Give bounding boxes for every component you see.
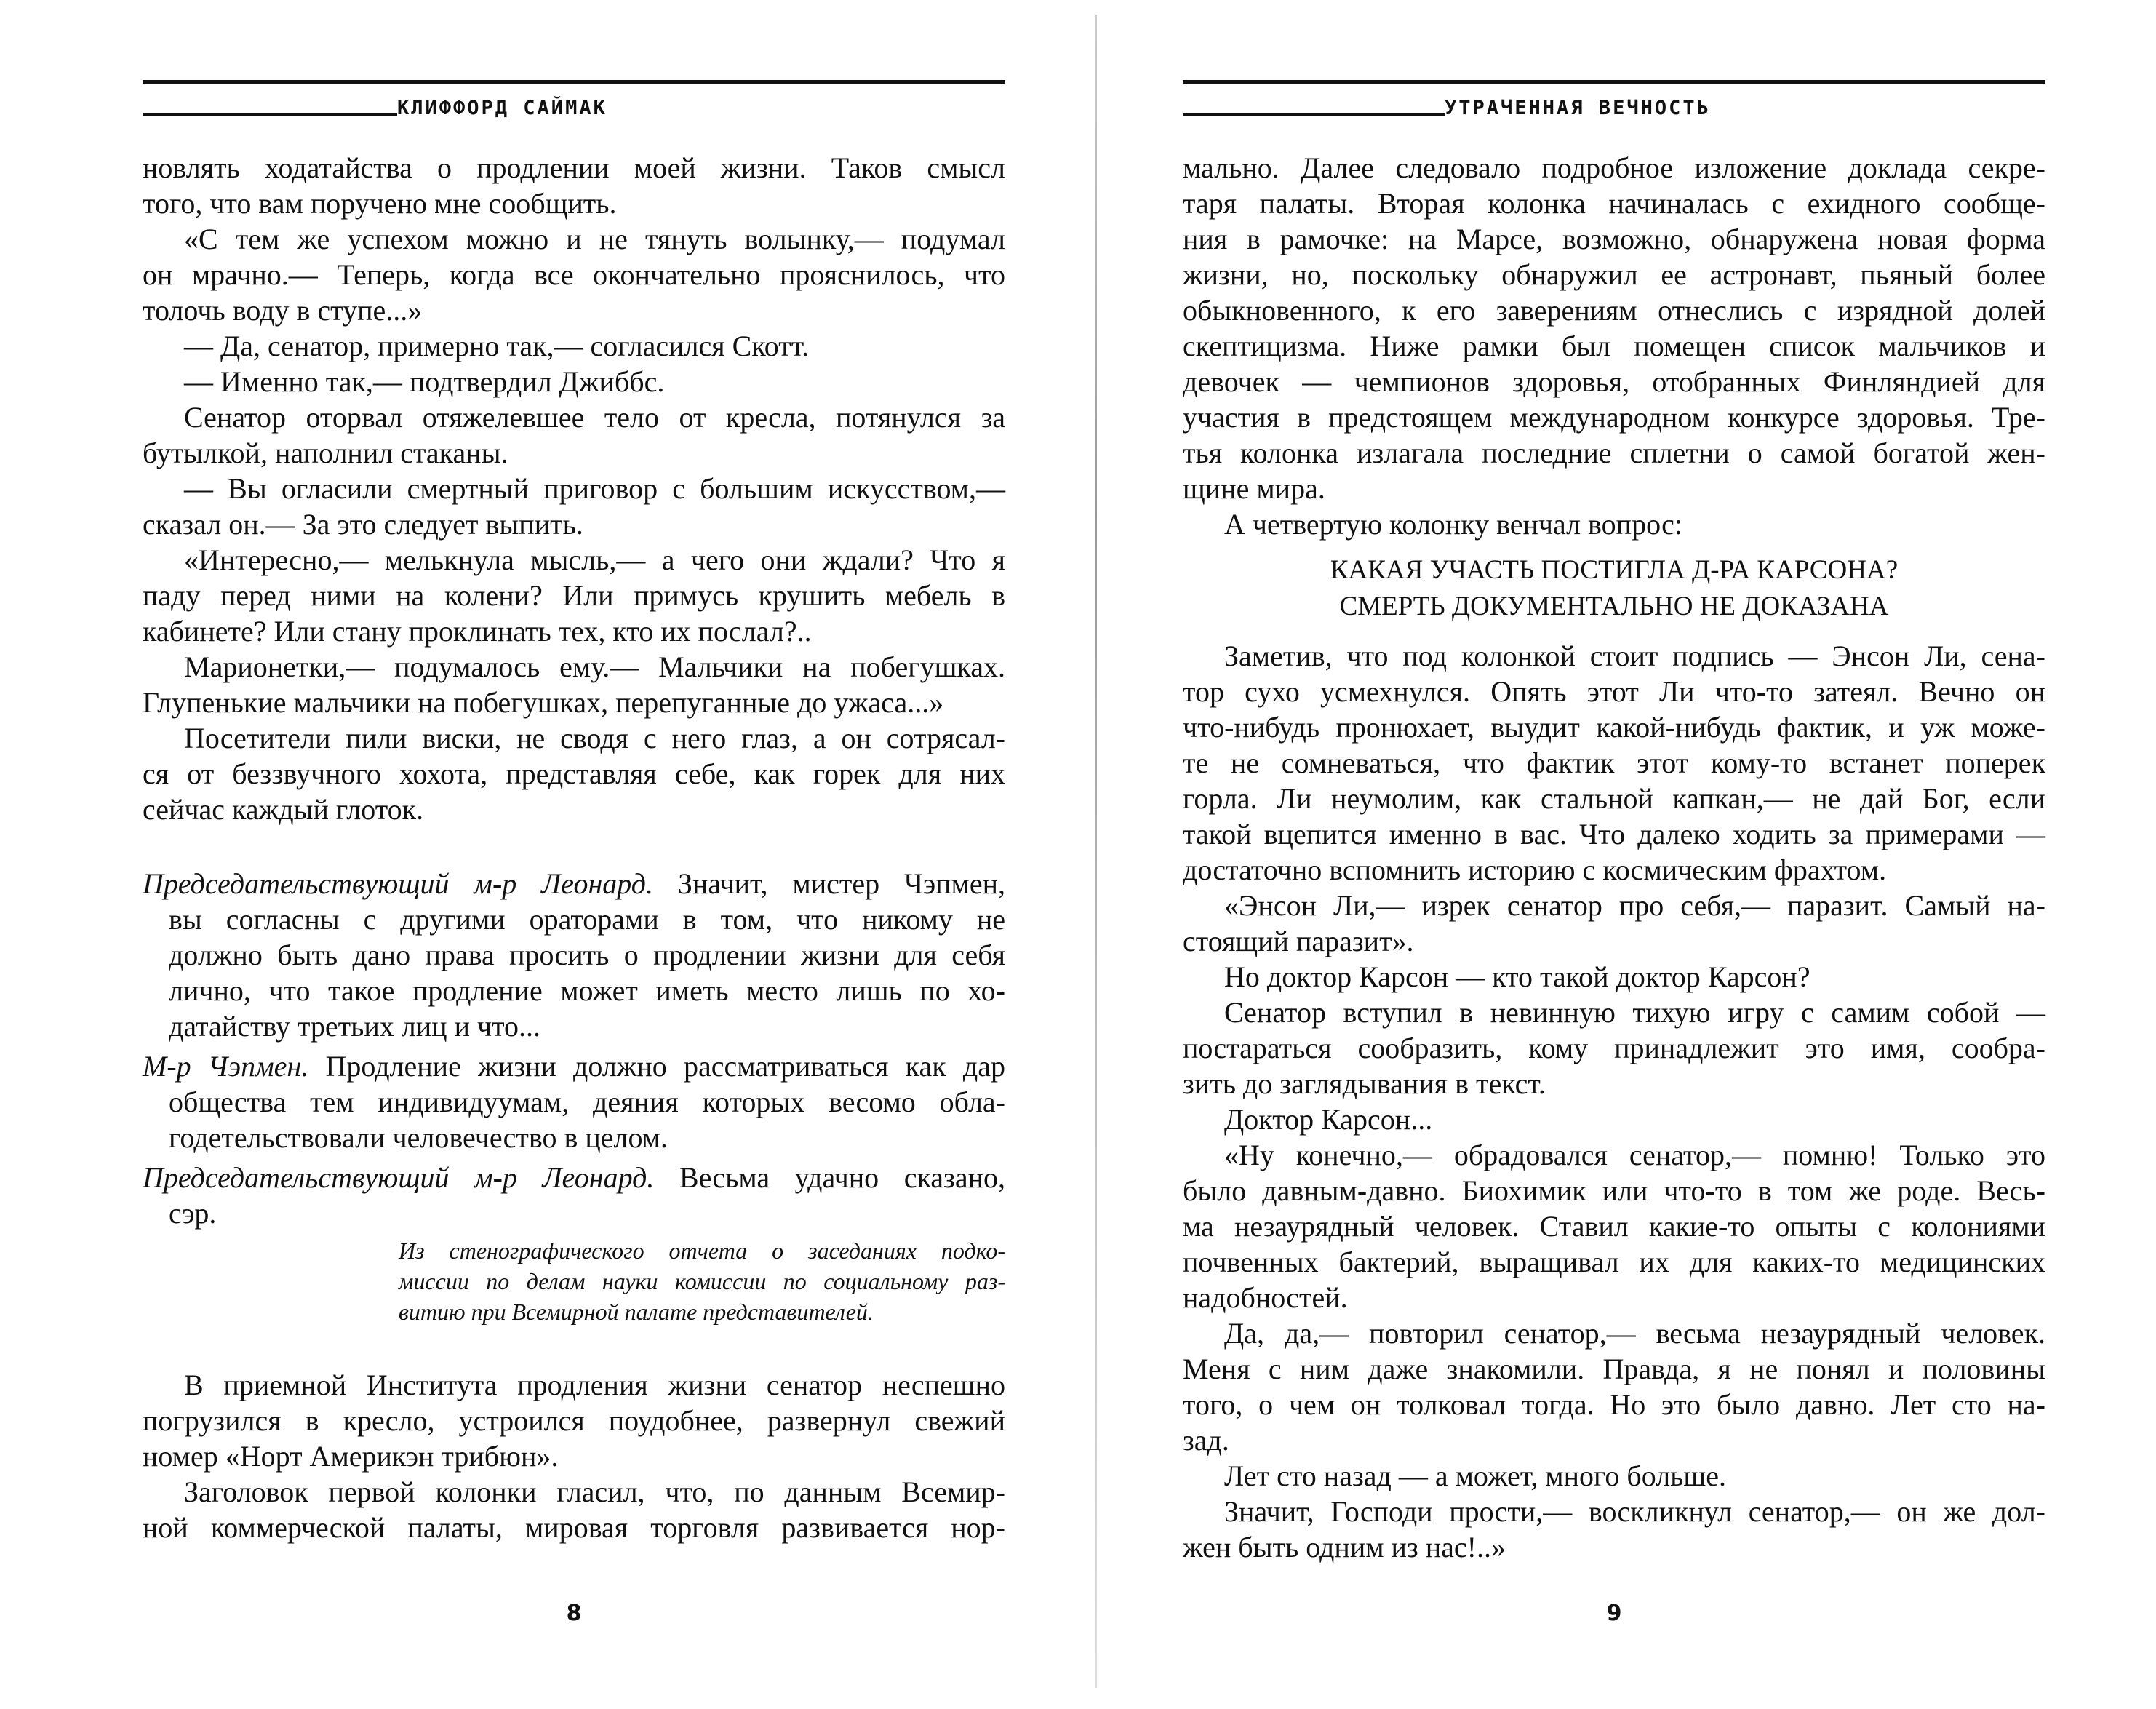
line-text: Значит, мистер Чэпмен, [677,867,1006,900]
text-line: бутылкой, наполнил стаканы. [143,437,508,469]
page-number: 9 [1606,1601,1622,1626]
paragraph [1183,150,2045,506]
text-line: тья колонка излагала последние сплетни о самой богатой жен- [1183,437,2045,469]
text-line: постараться сообразить, кому принадлежит это имя, сообра- [1183,1032,2045,1064]
transcript-line [143,901,1005,937]
text-line: Посетители пили виски, не сводя с него глаз, а он сотрясал- [184,722,1005,754]
text-line: Лет сто назад — а может, много больше. [1224,1459,1726,1492]
speaker-name: М-р Чэпмен. [143,1050,309,1083]
text-line: ния в рамочке: на Марсе, возможно, обнаружена новая форма [1183,223,2045,255]
transcript-entry [143,1048,1005,1155]
text-line: девочек — чемпионов здоровья, отобранных Финляндией для [1183,365,2045,398]
line-text: Продление жизни должно рассматриваться как дар [325,1050,1006,1083]
line-text: должно быть дано права просить о продлении жизни для себя [169,939,1005,971]
text-line: достаточно вспомнить историю с космическим фрахтом. [1183,853,1887,886]
text-line: почвенных бактерий, выращивал их для каких-то медицинских [1183,1246,2045,1278]
paragraph [143,399,1005,471]
paragraph [1183,638,2045,888]
transcript-entry [143,1160,1005,1231]
text-line: Глупенькие мальчики на побегушках, перепуганные до ужаса...» [143,686,944,719]
line-text: лично, что такое продление может иметь место лишь по хо- [169,974,1005,1007]
text-line: ной коммерческой палаты, мировая торговля развивается нор- [143,1511,1005,1544]
text-line: кабинете? Или стану проклинать тех, кто их послал?.. [143,615,812,648]
text-line: Сенатор вступил в невинную тихую игру с самим собой — [1224,996,2045,1029]
paragraph [1183,888,2045,959]
text-line: Меня с ним даже знакомили. Правда, я не понял и половины [1183,1353,2045,1385]
running-header [143,90,1005,119]
text-line: сказал он.— За это следует выпить. [143,508,583,541]
text-line: скептицизма. Ниже рамки был помещен список мальчиков и [1183,330,2045,362]
line-text: Весьма удачно сказано, [679,1161,1005,1194]
text-line: стоящий паразит». [1183,925,1414,957]
transcript-entry [143,866,1005,1044]
citation-line: миссии по делам науки комиссии по социальному раз- [399,1268,1005,1294]
text-line: — Именно так,— подтвердил Джиббс. [184,365,665,398]
speaker-name: Председательствующий м-р Леонард. [143,867,654,900]
text-line: обыкновенного, к его заверениям отнеслись с изрядной долей [1183,294,2045,327]
line-text: общества тем индивидуумам, деяния которых весомо обла- [169,1085,1005,1118]
text-line: Сенатор оторвал отяжелевшее тело от кресла, потянулся за [184,401,1005,434]
text-line: номер «Норт Америкэн трибюн». [143,1440,559,1473]
text-line: мально. Далее следовало подробное изложение доклада секре- [1183,151,2045,184]
paragraph [143,1474,1005,1545]
paragraph [143,150,1005,221]
text-line: Значит, Господи прости,— воскликнул сенатор,— он же дол- [1224,1495,2045,1528]
paragraph [143,649,1005,720]
page-body [1183,150,2045,1565]
paragraph [1183,1494,2045,1565]
header-rule [143,80,1005,84]
text-line: надобностей. [1183,1281,1348,1314]
section-gap [143,827,1005,866]
paragraph [143,1367,1005,1474]
text-line: зад. [1183,1424,1229,1457]
page-number: 8 [566,1601,582,1626]
text-line: участия в предстоящем международном конкурсе здоровья. Тре- [1183,401,2045,434]
paragraph [1183,506,2045,542]
paragraph [143,471,1005,542]
citation-line: Из стенографического отчета о заседаниях подко- [399,1238,1005,1264]
speaker-name: Председательствующий м-р Леонард. [143,1161,655,1194]
paragraph [1183,1102,2045,1137]
text-line: что-нибудь пронюхает, выудит какой-нибудь фактик, и уж може- [1183,711,2045,744]
text-line: ма незаурядный человек. Ставил какие-то опыты с колониями [1183,1210,2045,1243]
header-author: КЛИФФОРД САЙМАК [397,97,607,119]
text-line: А четвертую колонку венчал вопрос: [1224,508,1682,541]
header-lead-line [1183,113,1445,116]
paragraph [1183,1458,2045,1494]
transcript-line [143,866,1005,901]
text-line: было давным-давно. Биохимик или что-то в том же роде. Весь- [1183,1174,2045,1207]
transcript-line [143,1195,1005,1231]
text-line: он мрачно.— Теперь, когда все окончательно прояснилось, что [143,258,1005,291]
book-gutter [1095,15,1097,1688]
text-line: — Да, сенатор, примерно так,— согласился Скотт. [184,330,810,362]
transcript-line [143,1048,1005,1084]
text-line: Да, да,— повторил сенатор,— весьма незаурядный человек. [1224,1317,2045,1350]
text-line: жен быть одним из нас!..» [1183,1531,1506,1563]
text-line: Марионетки,— подумалось ему.— Мальчики на побегушках. [184,650,1005,683]
header-rule [1183,80,2045,84]
text-line: Но доктор Карсон — кто такой доктор Карсон? [1224,960,1810,993]
transcript-line [143,1120,1005,1155]
text-line: зить до заглядывания в текст. [1183,1067,1546,1100]
text-line: новлять ходатайства о продлении моей жизни. Таков смысл [143,151,1005,184]
text-line: щине мира. [1183,472,1325,505]
text-line: «Энсон Ли,— изрек сенатор про себя,— паразит. Самый на- [1224,889,2045,922]
paragraph [1183,959,2045,995]
left-page [143,0,1005,1709]
header-book-title: УТРАЧЕННАЯ ВЕЧНОСТЬ [1445,97,1711,119]
paragraph [143,542,1005,649]
source-citation [399,1235,1005,1327]
text-line: ся от беззвучного хохота, представляя себе, как горек для них [143,757,1005,790]
paragraph [1183,1315,2045,1458]
text-line: — Вы огласили смертный приговор с большим искусством,— [184,472,1005,505]
transcript-line [143,973,1005,1008]
text-line: того, что вам поручено мне сообщить. [143,187,617,220]
page-body [143,150,1005,1545]
text-line: паду перед ними на колени? Или примусь крушить мебель в [143,579,1005,612]
right-page [1183,0,2045,1709]
paragraph [1183,1137,2045,1315]
text-line: жизни, но, поскольку обнаружил ее астронавт, пьяный более [1183,258,2045,291]
line-text: вы согласны с другими ораторами в том, что никому не [169,903,1005,936]
text-line: толочь воду в ступе...» [143,294,423,327]
paragraph [143,720,1005,827]
headline-line: КАКАЯ УЧАСТЬ ПОСТИГЛА Д-РА КАРСОНА? [1330,555,1899,585]
text-line: «Интересно,— мелькнула мысль,— а чего они ждали? Что я [184,543,1005,576]
citation-line: витию при Всемирной палате представителей. [399,1299,874,1325]
text-line: того, о чем он толковал тогда. Но это было давно. Лет сто на- [1183,1388,2045,1421]
text-line: «С тем же успехом можно и не тянуть волынку,— подумал [184,223,1005,255]
text-line: тор сухо усмехнулся. Опять этот Ли что-то затеял. Вечно он [1183,675,2045,708]
text-line: Доктор Карсон... [1224,1103,1433,1136]
line-text: сэр. [169,1197,217,1230]
transcript-line [143,1084,1005,1120]
transcript-line [143,1008,1005,1044]
text-line: горла. Ли неумолим, как стальной капкан,— не дай Бог, если [1183,782,2045,815]
text-line: Заголовок первой колонки гласил, что, по данным Всемир- [184,1475,1005,1508]
paragraph [1183,995,2045,1102]
text-line: те не сомневаться, что фактик этот кому-то встанет поперек [1183,746,2045,779]
paragraph [143,364,1005,399]
text-line: погрузился в кресло, устроился поудобнее, развернул свежий [143,1404,1005,1437]
text-line: В приемной Института продления жизни сенатор неспешно [184,1369,1005,1401]
line-text: годетельствовали человечество в целом. [169,1121,668,1154]
paragraph [143,328,1005,364]
running-header [1183,90,2045,119]
paragraph [143,221,1005,328]
line-text: датайству третьих лиц и что... [169,1010,541,1043]
newspaper-headline [1183,552,2045,625]
header-lead-line [143,113,397,116]
text-line: сейчас каждый глоток. [143,793,424,826]
section-gap [143,1327,1005,1367]
transcript-line [143,1160,1005,1195]
headline-line: СМЕРТЬ ДОКУМЕНТАЛЬНО НЕ ДОКАЗАНА [1339,591,1889,621]
text-line: такой вцепится именно в вас. Что далеко ходить за примерами — [1183,818,2045,850]
text-line: таря палаты. Вторая колонка начиналась с ехидного сообще- [1183,187,2045,220]
transcript-line [143,937,1005,973]
text-line: «Ну конечно,— обрадовался сенатор,— помню! Только это [1224,1139,2045,1171]
text-line: Заметив, что под колонкой стоит подпись — Энсон Ли, сена- [1224,640,2045,672]
